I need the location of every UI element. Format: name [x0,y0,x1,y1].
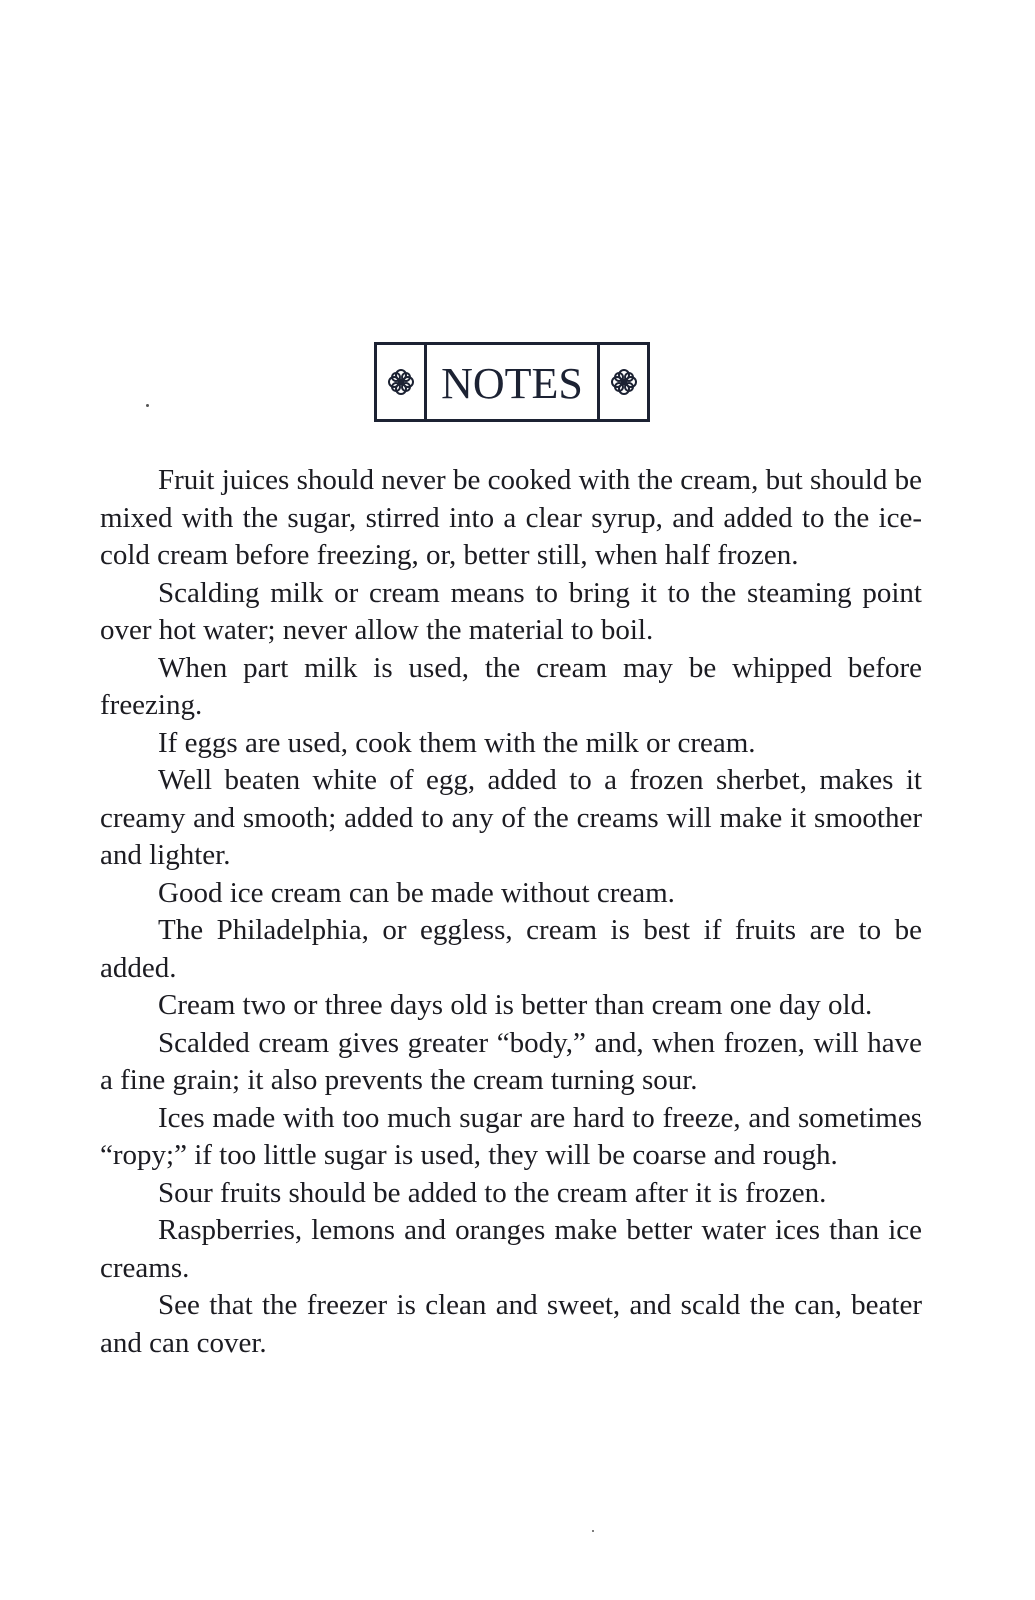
note-paragraph: Well beaten white of egg, added to a frozen sherbet, makes it creamy and smooth; added to any of the creams will make it smoother and lighter. [100,764,922,871]
note-paragraph: When part milk is used, the cream may be whipped before freezing. [100,651,922,721]
rosette-ornament-icon [609,367,639,397]
note-paragraph: Fruit juices should never be cooked with the cream, but should be mixed with the sugar, stirred into a clear syrup, and added to the ice-cold cream before freezing, or, better still, when half frozen. [100,464,922,571]
rosette-ornament-icon [386,367,416,397]
note-paragraph: See that the freezer is clean and sweet, and scald the can, beater and can cover. [100,1289,922,1359]
notes-body [100,462,922,1362]
note-paragraph: The Philadelphia, or eggless, cream is best if fruits are to be added. [100,914,922,984]
note-paragraph: Sour fruits should be added to the cream after it is frozen. [158,1176,827,1209]
note-paragraph: Scalding milk or cream means to bring it to the steaming point over hot water; never allow the material to boil. [100,576,922,646]
paper-speck [146,404,149,407]
note-paragraph: Cream two or three days old is better than cream one day old. [158,989,873,1021]
notes-heading-box [374,342,650,422]
note-paragraph: Raspberries, lemons and oranges make better water ices than ice creams. [100,1214,922,1284]
right-ornament-cell [597,345,647,419]
paper-speck [592,1530,594,1532]
page-title: NOTES [441,358,583,408]
left-ornament-cell [377,345,427,419]
note-paragraph: If eggs are used, cook them with the milk or cream. [158,726,756,759]
note-paragraph: Scalded cream gives greater “body,” and, when frozen, will have a fine grain; it also prevents the cream turning sour. [100,1026,922,1096]
note-paragraph: Good ice cream can be made without cream. [158,876,675,909]
note-paragraph: Ices made with too much sugar are hard to freeze, and sometimes “ropy;” if too little sugar is used, they will be coarse and rough. [100,1101,922,1171]
